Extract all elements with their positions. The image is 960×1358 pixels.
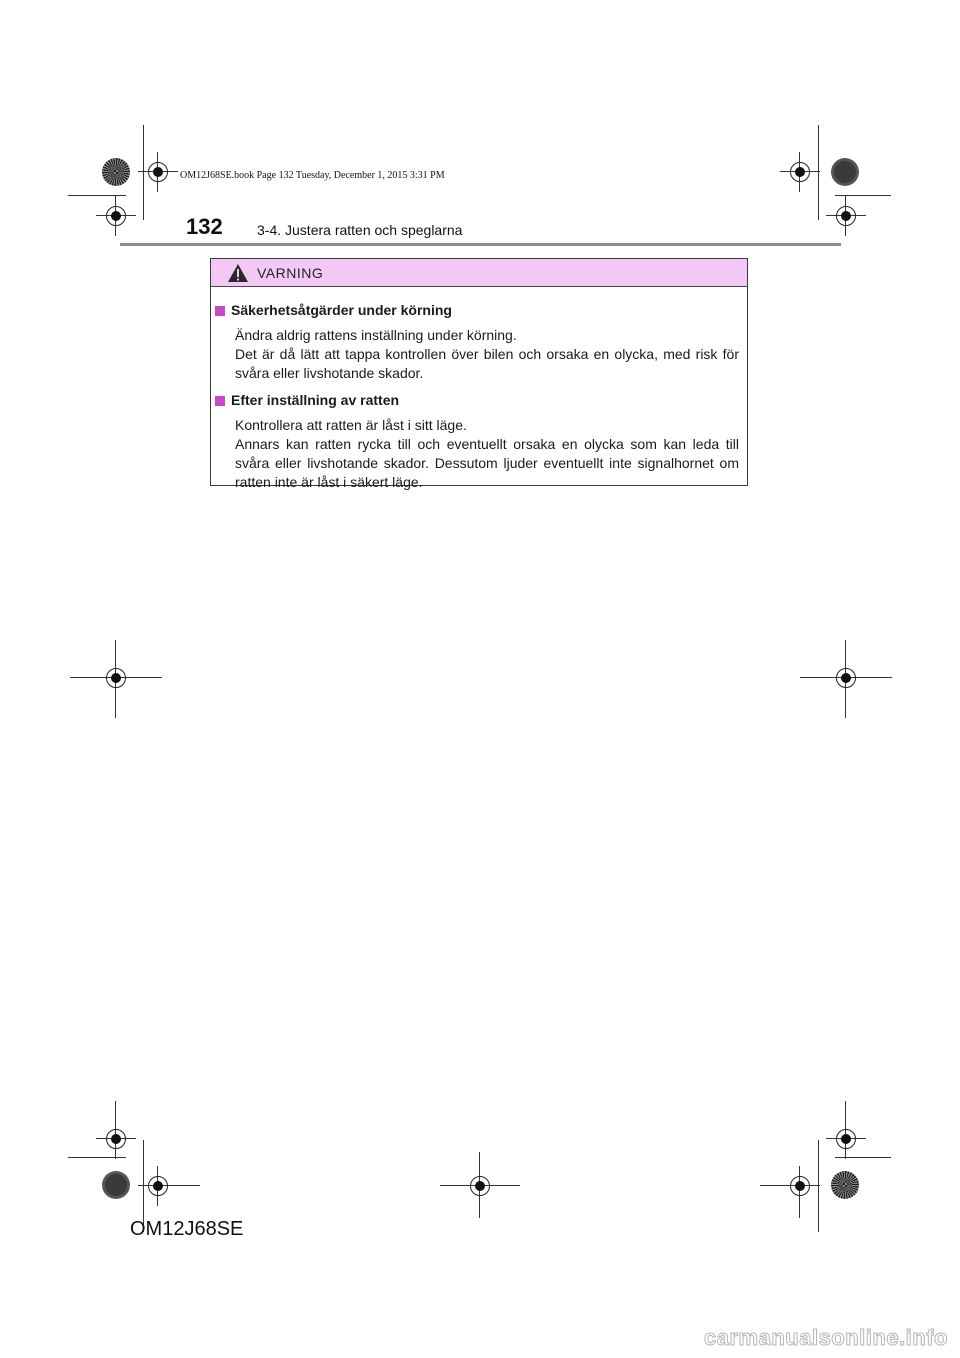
registration-mark-icon <box>96 658 136 698</box>
starburst-mark-icon <box>102 1171 130 1199</box>
document-code: OM12J68SE <box>130 1218 244 1240</box>
warning-triangle-icon <box>227 263 249 283</box>
warning-body <box>211 287 747 492</box>
registration-mark-icon <box>780 1166 820 1206</box>
paragraph: Det är då lätt att tappa kontrollen över bilen och orsaka en olycka, med risk för svåra eller livshotande skador. <box>235 346 739 381</box>
registration-mark-icon <box>826 1119 866 1159</box>
warning-item-title <box>215 391 739 410</box>
starburst-mark-icon <box>102 158 130 186</box>
square-bullet-icon <box>215 396 225 406</box>
registration-mark-icon <box>138 1166 178 1206</box>
square-bullet-icon <box>215 306 225 316</box>
paragraph: Annars kan ratten rycka till och eventuellt orsaka en olycka som kan leda till svåra eller livshotande skador. Dessutom ljuder eventuellt inte signalhornet om ratten inte är låst i säkert läge. <box>235 436 739 490</box>
registration-mark-icon <box>780 152 820 192</box>
warning-label: VARNING <box>257 264 324 281</box>
warning-item-text <box>215 416 739 492</box>
starburst-mark-icon <box>831 158 859 186</box>
section-title: 3-4. Justera ratten och speglarna <box>257 222 463 238</box>
warning-item-title-text: Efter inställning av ratten <box>231 392 400 408</box>
registration-mark-icon <box>826 658 866 698</box>
paragraph: Ändra aldrig rattens inställning under körning. <box>235 327 517 343</box>
paragraph: Kontrollera att ratten är låst i sitt läge. <box>235 417 467 433</box>
header-rule <box>120 243 841 246</box>
warning-item-text <box>215 326 739 383</box>
warning-box <box>210 258 748 490</box>
warning-header <box>211 259 747 287</box>
registration-mark-icon <box>138 152 178 192</box>
registration-mark-icon <box>96 1119 136 1159</box>
registration-mark-icon <box>96 196 136 236</box>
page-number: 132 <box>186 214 223 239</box>
book-info-line: OM12J68SE.book Page 132 Tuesday, December 1, 2015 3:31 PM <box>180 170 445 181</box>
watermark-text: carmanualsonline.info <box>704 1325 948 1350</box>
registration-mark-icon <box>460 1166 500 1206</box>
registration-mark-icon <box>826 196 866 236</box>
warning-item-title <box>215 301 739 320</box>
starburst-mark-icon <box>831 1171 859 1199</box>
warning-item-title-text: Säkerhetsåtgärder under körning <box>231 302 452 318</box>
